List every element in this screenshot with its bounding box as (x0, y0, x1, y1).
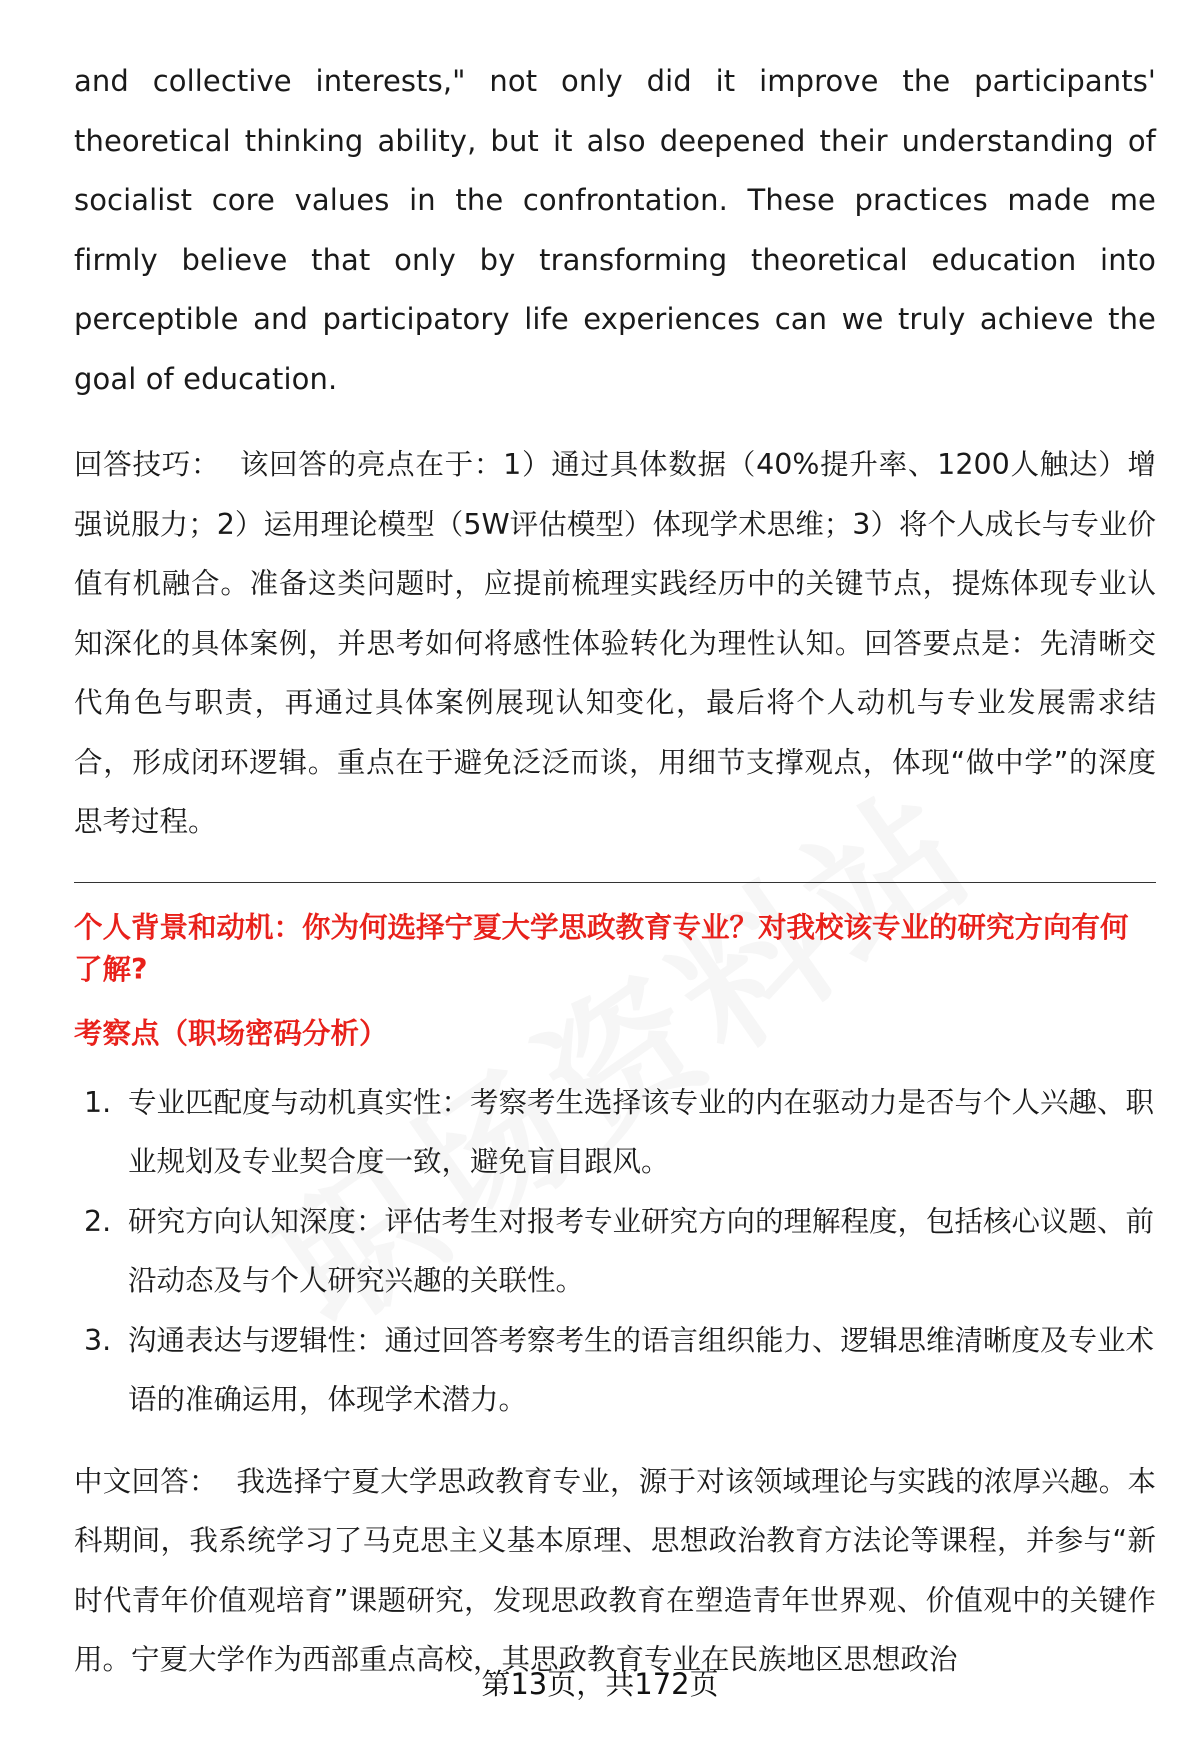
spacer (74, 1055, 1156, 1073)
list-item-number: 3. (84, 1323, 112, 1357)
answer-label: 中文回答： (74, 1464, 218, 1498)
list-item-number: 2. (84, 1204, 112, 1238)
answer-text: 我选择宁夏大学思政教育专业，源于对该领域理论与实践的浓厚兴趣。本科期间，我系统学习了马克思主义基本原理、思想政治教育方法论等课程，并参与“新时代青年价值观培育”课题研究，发现思政教育在塑造青年世界观、价值观中的关键作用。宁夏大学作为西部重点高校，其思政教育专业在民族地区思想政治 (74, 1464, 1156, 1676)
english-answer-paragraph: and collective interests," not only did it improve the participants' theoretical thinking ability, but it also deepened their understanding of socialist core values in the confrontation. These practices made me firmly believe that only by transforming theoretical education into perceptible and participatory life experiences can we truly achieve the goal of education. (74, 64, 1156, 396)
chinese-answer-paragraph (74, 1452, 1156, 1690)
spacer (74, 991, 1156, 1013)
tips-label: 回答技巧： (74, 448, 221, 481)
tips-text: 该回答的亮点在于：1）通过具体数据（40%提升率、1200人触达）增强说服力；2）运用理论模型（5W评估模型）体现学术思维；3）将个人成长与专业价值有机融合。准备这类问题时，应提前梳理实践经历中的关键节点，提炼体现专业认知深化的具体案例，并思考如何将感性体验转化为理性认知。回答要点是：先清晰交代角色与职责，再通过具体案例展现认知变化，最后将个人动机与专业发展需求结合，形成闭环逻辑。重点在于避免泛泛而谈，用细节支撑观点，体现“做中学”的深度思考过程。 (74, 448, 1156, 838)
list-item-number: 1. (84, 1085, 112, 1119)
list-item (74, 1073, 1156, 1192)
spacer (74, 852, 1156, 882)
list-item-text: 专业匹配度与动机真实性：考察考生选择该专业的内在驱动力是否与个人兴趣、职业规划及专业契合度一致，避免盲目跟风。 (128, 1085, 1155, 1178)
tips-paragraph (74, 435, 1156, 852)
spacer (74, 883, 1156, 907)
page-footer: 第13页，共172页 (481, 1667, 719, 1701)
list-item (74, 1192, 1156, 1311)
question-title: 个人背景和动机：你为何选择宁夏大学思政教育专业？对我校该专业的研究方向有何了解? (74, 910, 1129, 986)
assessment-points-list (74, 1073, 1156, 1430)
spacer (74, 409, 1156, 435)
list-item-text: 沟通表达与逻辑性：通过回答考察考生的语言组织能力、逻辑思维清晰度及专业术语的准确运用，体现学术潜力。 (128, 1323, 1155, 1416)
page-content (74, 52, 1156, 1690)
spacer (74, 1430, 1156, 1452)
list-item (74, 1311, 1156, 1430)
assessment-subheading: 考察点（职场密码分析） (74, 1016, 388, 1050)
list-item-text: 研究方向认知深度：评估考生对报考专业研究方向的理解程度，包括核心议题、前沿动态及与个人研究兴趣的关联性。 (128, 1204, 1155, 1297)
